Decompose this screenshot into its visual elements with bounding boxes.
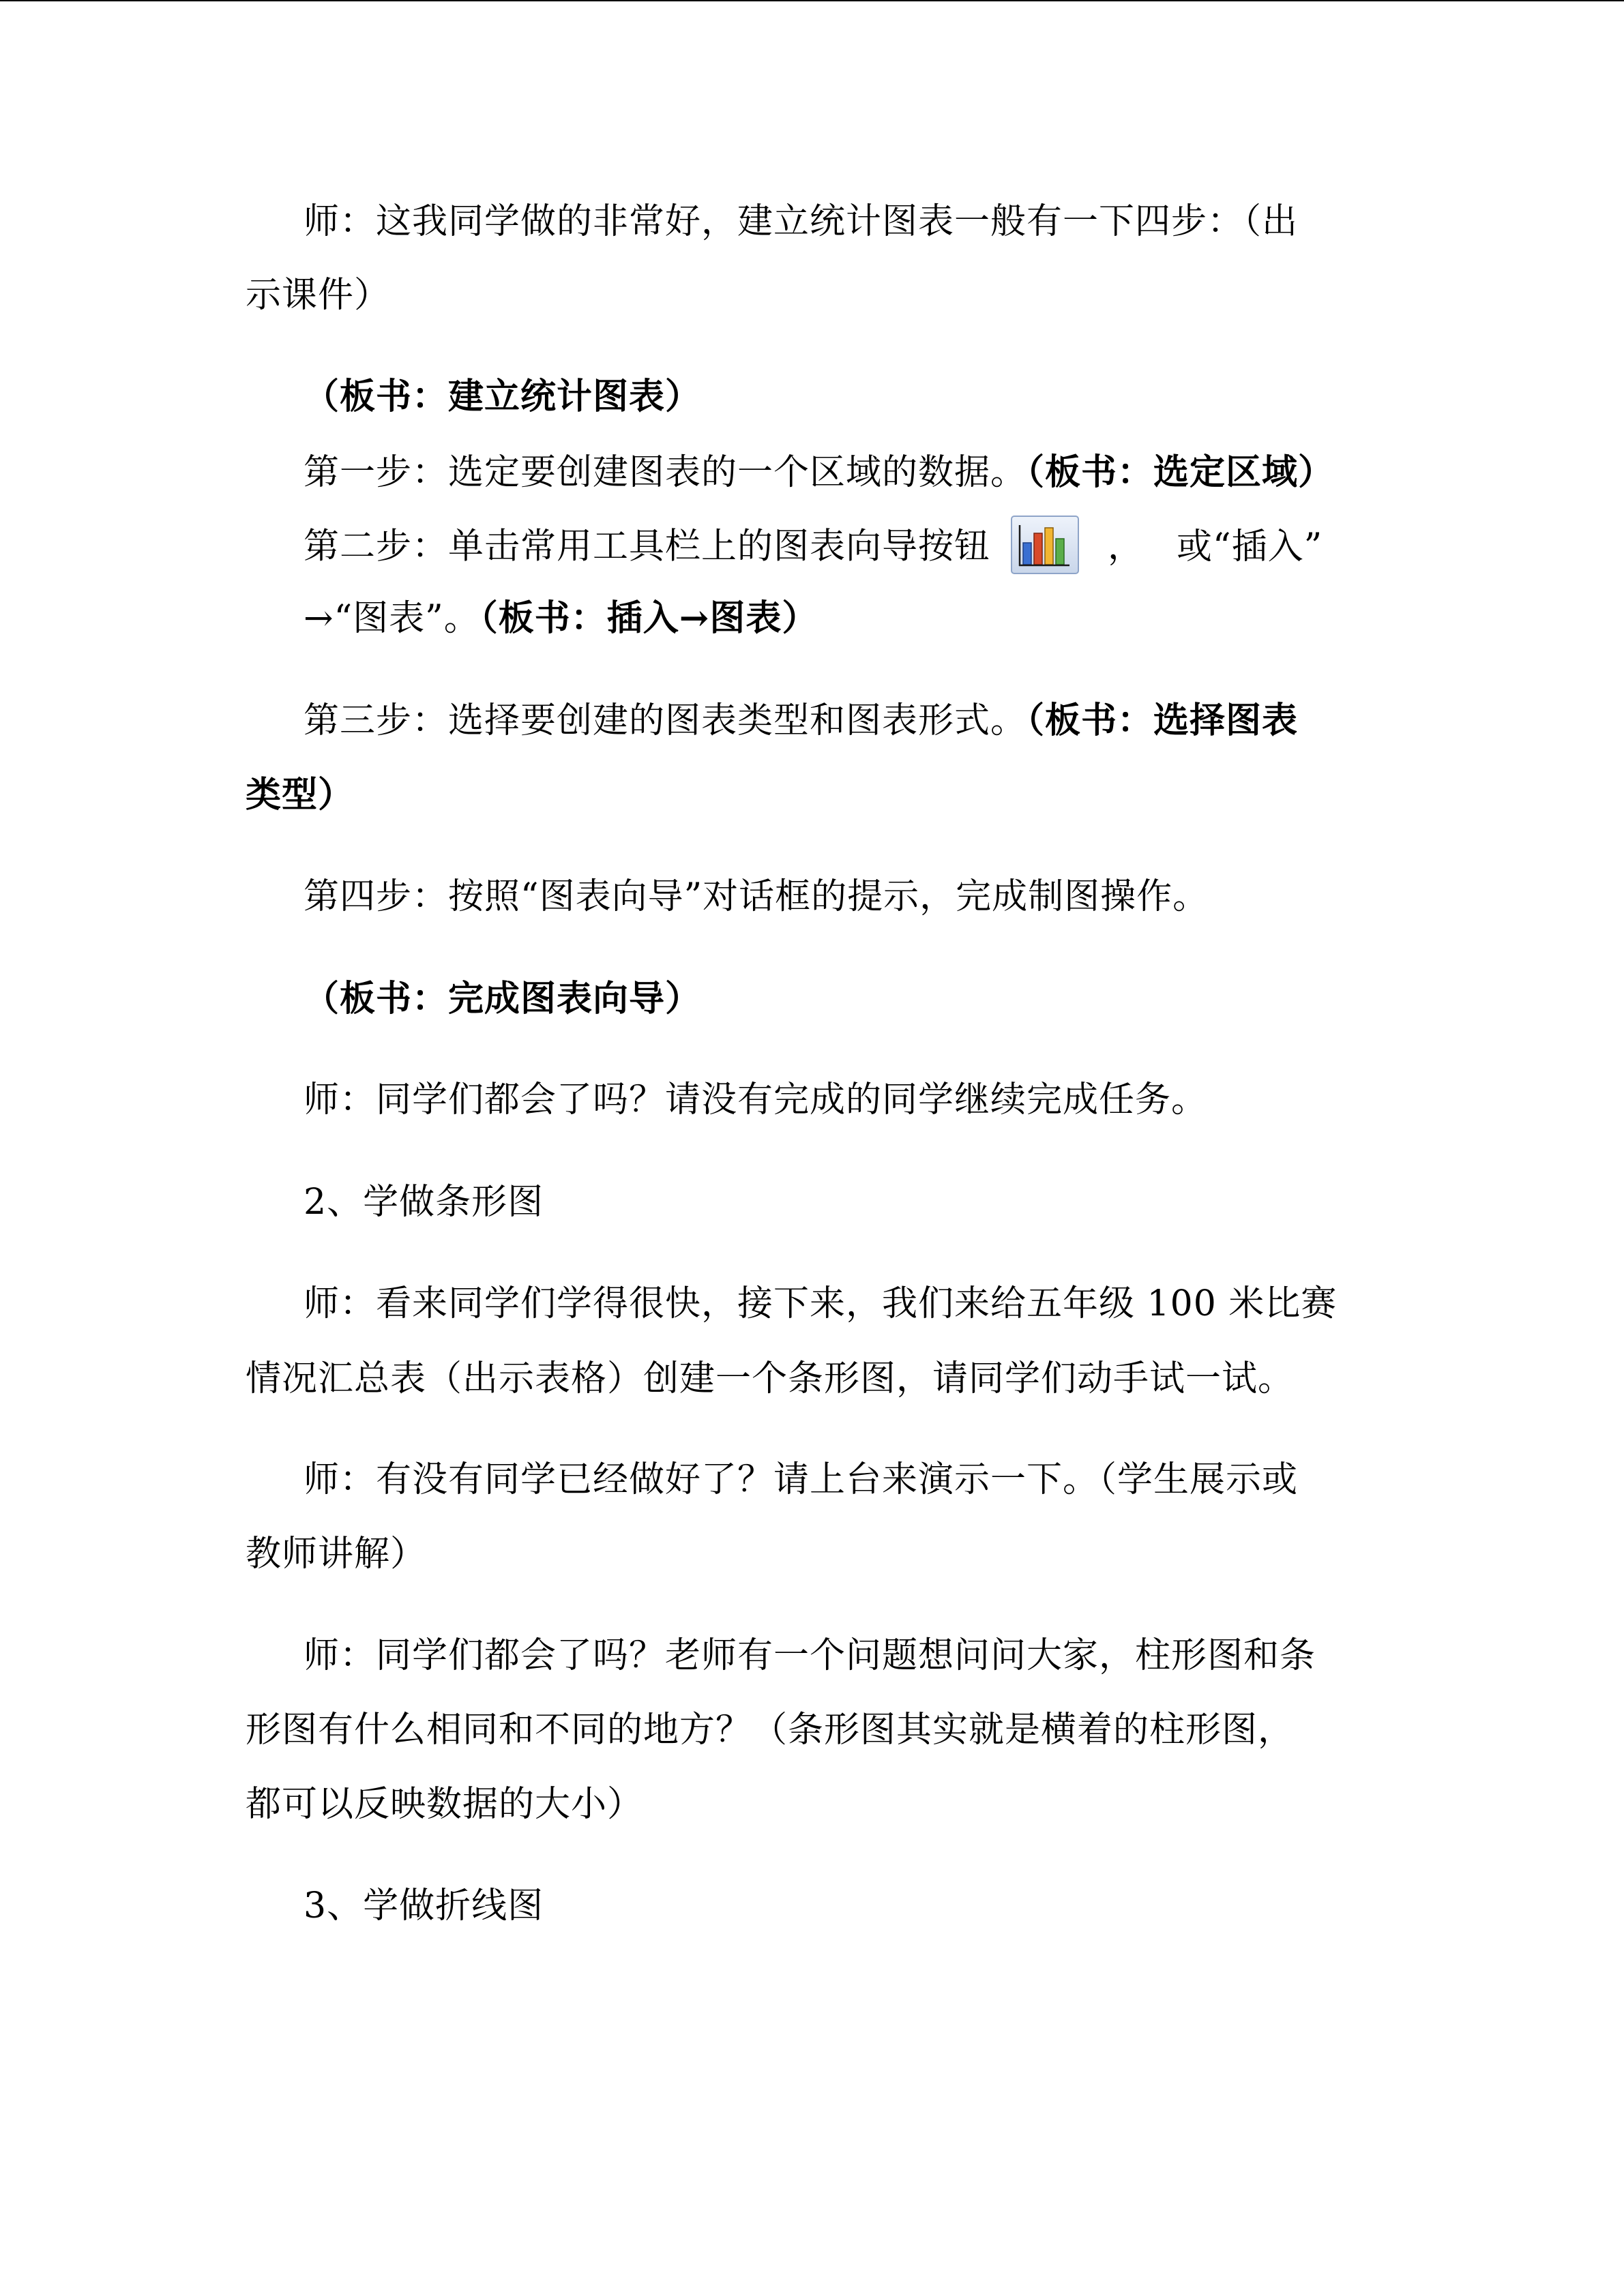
step3-board-note-a: （板书：选择图表: [1027, 700, 1299, 741]
step2-line2: [304, 595, 818, 642]
paragraph-teacher-question-line2: 形图有什么相同和不同的地方？（条形图其实就是横着的柱形图，: [246, 1710, 1295, 1750]
paragraph-teacher-demo-line2: 教师讲解）: [246, 1534, 427, 1575]
step1-line: [304, 449, 1334, 496]
section-heading-bar-chart: 2、学做条形图: [304, 1182, 544, 1223]
section-heading-line-chart: 3、学做折线图: [304, 1885, 544, 1926]
paragraph-teacher-task-line1: 师：看来同学们学得很快，接下来，我们来给五年级 100 米比赛: [304, 1283, 1338, 1324]
step3-text: 第三步：选择要创建的图表类型和图表形式。: [304, 700, 1027, 741]
paragraph-teacher-task-line2: 情况汇总表（出示表格）创建一个条形图，请同学们动手试一试。: [246, 1358, 1295, 1399]
paragraph-teacher-intro-line1: 师：这我同学做的非常好，建立统计图表一般有一下四步：（出: [304, 201, 1299, 242]
paragraph-teacher-question-line3: 都可以反映数据的大小）: [246, 1784, 644, 1825]
step3-board-note-b: 类型）: [246, 774, 355, 816]
paragraph-teacher-demo-line1: 师：有没有同学已经做好了？请上台来演示一下。（学生展示或: [304, 1459, 1299, 1500]
paragraph-teacher-intro-line2: 示课件）: [246, 275, 391, 316]
step2-comma: ，: [1108, 526, 1145, 567]
step1-text: 第一步：选定要创建图表的一个区域的数据。: [304, 452, 1027, 493]
step1-board-note: （板书：选定区域）: [1027, 451, 1335, 493]
step2-or-insert: 或“插入”: [1177, 526, 1323, 567]
paragraph-teacher-question-line1: 师：同学们都会了吗？老师有一个问题想问问大家，柱形图和条: [304, 1635, 1316, 1676]
chart-wizard-icon: [1011, 516, 1079, 574]
step2-line1: [304, 520, 1323, 578]
board-note-title: （板书：建立统计图表）: [304, 376, 702, 417]
step4-line: 第四步：按照“图表向导”对话框的提示，完成制图操作。: [304, 876, 1209, 917]
step2-menu-path: →“图表”。: [304, 598, 480, 639]
board-note-wizard: （板书：完成图表向导）: [304, 978, 702, 1019]
step2-text: 第二步：单击常用工具栏上的图表向导按钮: [304, 526, 991, 567]
step3-line1: [304, 697, 1298, 745]
step2-board-note: （板书：插入→图表）: [479, 597, 818, 639]
paragraph-teacher-check: 师：同学们都会了吗？请没有完成的同学继续完成任务。: [304, 1079, 1208, 1120]
